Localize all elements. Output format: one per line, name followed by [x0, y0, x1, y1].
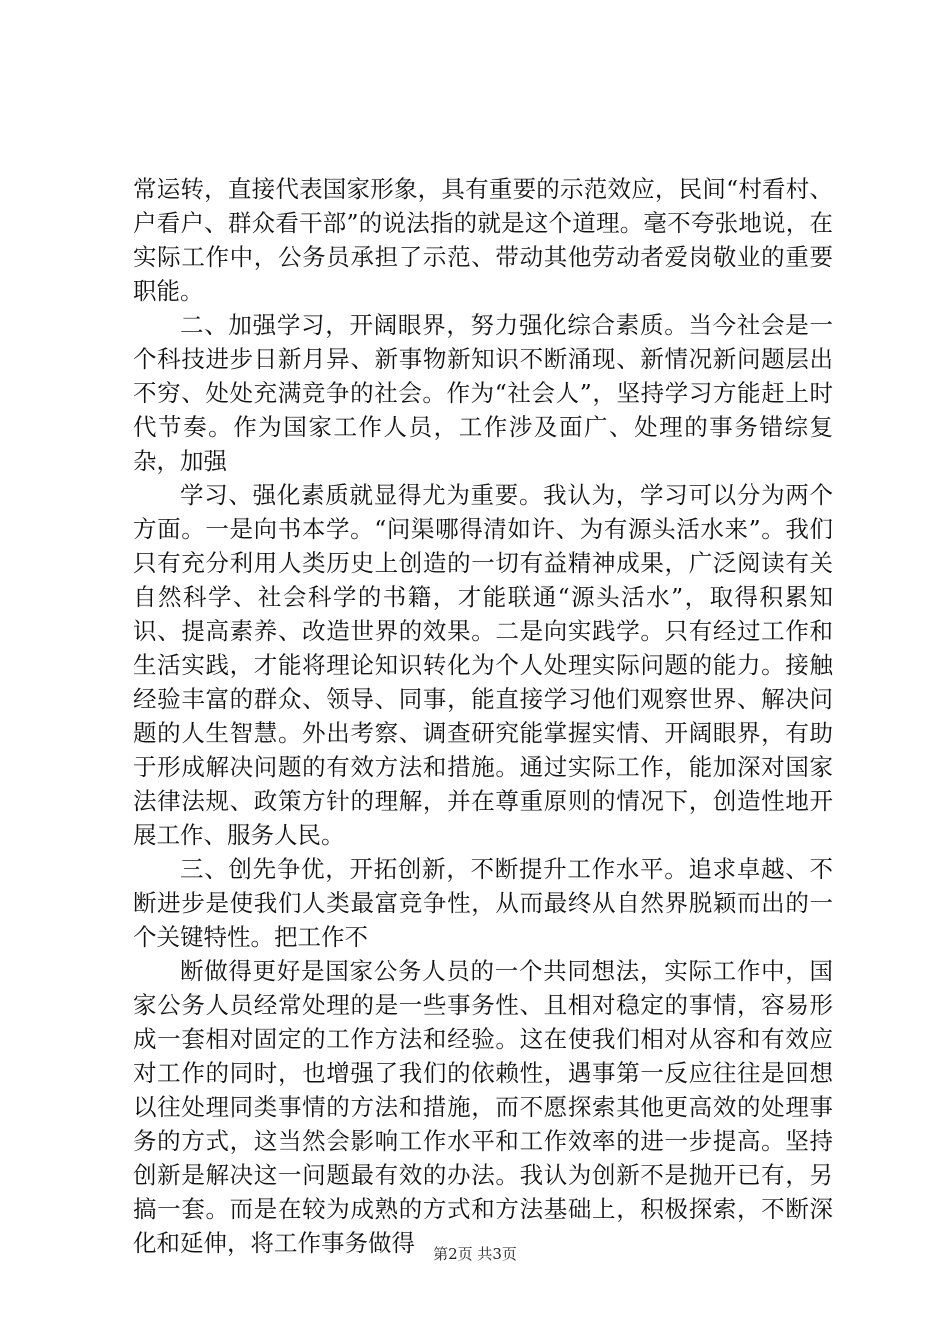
document-body — [133, 172, 833, 1260]
page-footer — [0, 1244, 950, 1264]
paragraph-innovation: 断做得更好是国家公务人员的一个共同想法，实际工作中，国家公务人员经常处理的是一些事务性、且相对稳定的事情，容易形成一套相对固定的工作方法和经验。这在使我们相对从容和有效应对工作的同时，也增强了我们的依赖性，遇事第一反应往往是回想以往处理同类事情的方法和措施，而不愿探索其他更高效的处理事务的方式，这当然会影响工作水平和工作效率的进一步提高。坚持创新是解决这一问题最有效的办法。我认为创新不是抛开已有，另搞一套。而是在较为成熟的方式和方法基础上，积极探索，不断深化和延伸，将工作事务做得 — [133, 957, 833, 1257]
page-number-label: 第2页 共3页 — [433, 1245, 517, 1263]
paragraph-section-two: 二、加强学习，开阔眼界，努力强化综合素质。当今社会是一个科技进步日新月异、新事物新知识不断涌现、新情况新问题层出不穷、处处充满竞争的社会。作为“社会人”，坚持学习方能赶上时代节奏。作为国家工作人员，工作涉及面广、处理的事务错综复杂，加强 — [133, 311, 833, 475]
paragraph-section-three: 三、创先争优，开拓创新，不断提升工作水平。追求卓越、不断进步是使我们人类最富竞争性，从而最终从自然界脱颖而出的一个关键特性。把工作不 — [133, 855, 833, 951]
paragraph-continuation: 常运转，直接代表国家形象，具有重要的示范效应，民间“村看村、户看户、群众看干部”的说法指的就是这个道理。毫不夸张地说，在实际工作中，公务员承担了示范、带动其他劳动者爱岗敬业的重要职能。 — [133, 175, 833, 305]
paragraph-learning: 学习、强化素质就显得尤为重要。我认为，学习可以分为两个方面。一是向书本学。“问渠哪得清如许、为有源头活水来”。我们只有充分利用人类历史上创造的一切有益精神成果，广泛阅读有关自然科学、社会科学的书籍，才能联通“源头活水”，取得积累知识、提高素养、改造世界的效果。二是向实践学。只有经过工作和生活实践，才能将理论知识转化为个人处理实际问题的能力。接触经验丰富的群众、领导、同事，能直接学习他们观察世界、解决问题的人生智慧。外出考察、调查研究能掌握实情、开阔眼界，有助于形成解决问题的有效方法和措施。通过实际工作，能加深对国家法律法规、政策方针的理解，并在尊重原则的情况下，创造性地开展工作、服务人民。 — [133, 481, 833, 849]
